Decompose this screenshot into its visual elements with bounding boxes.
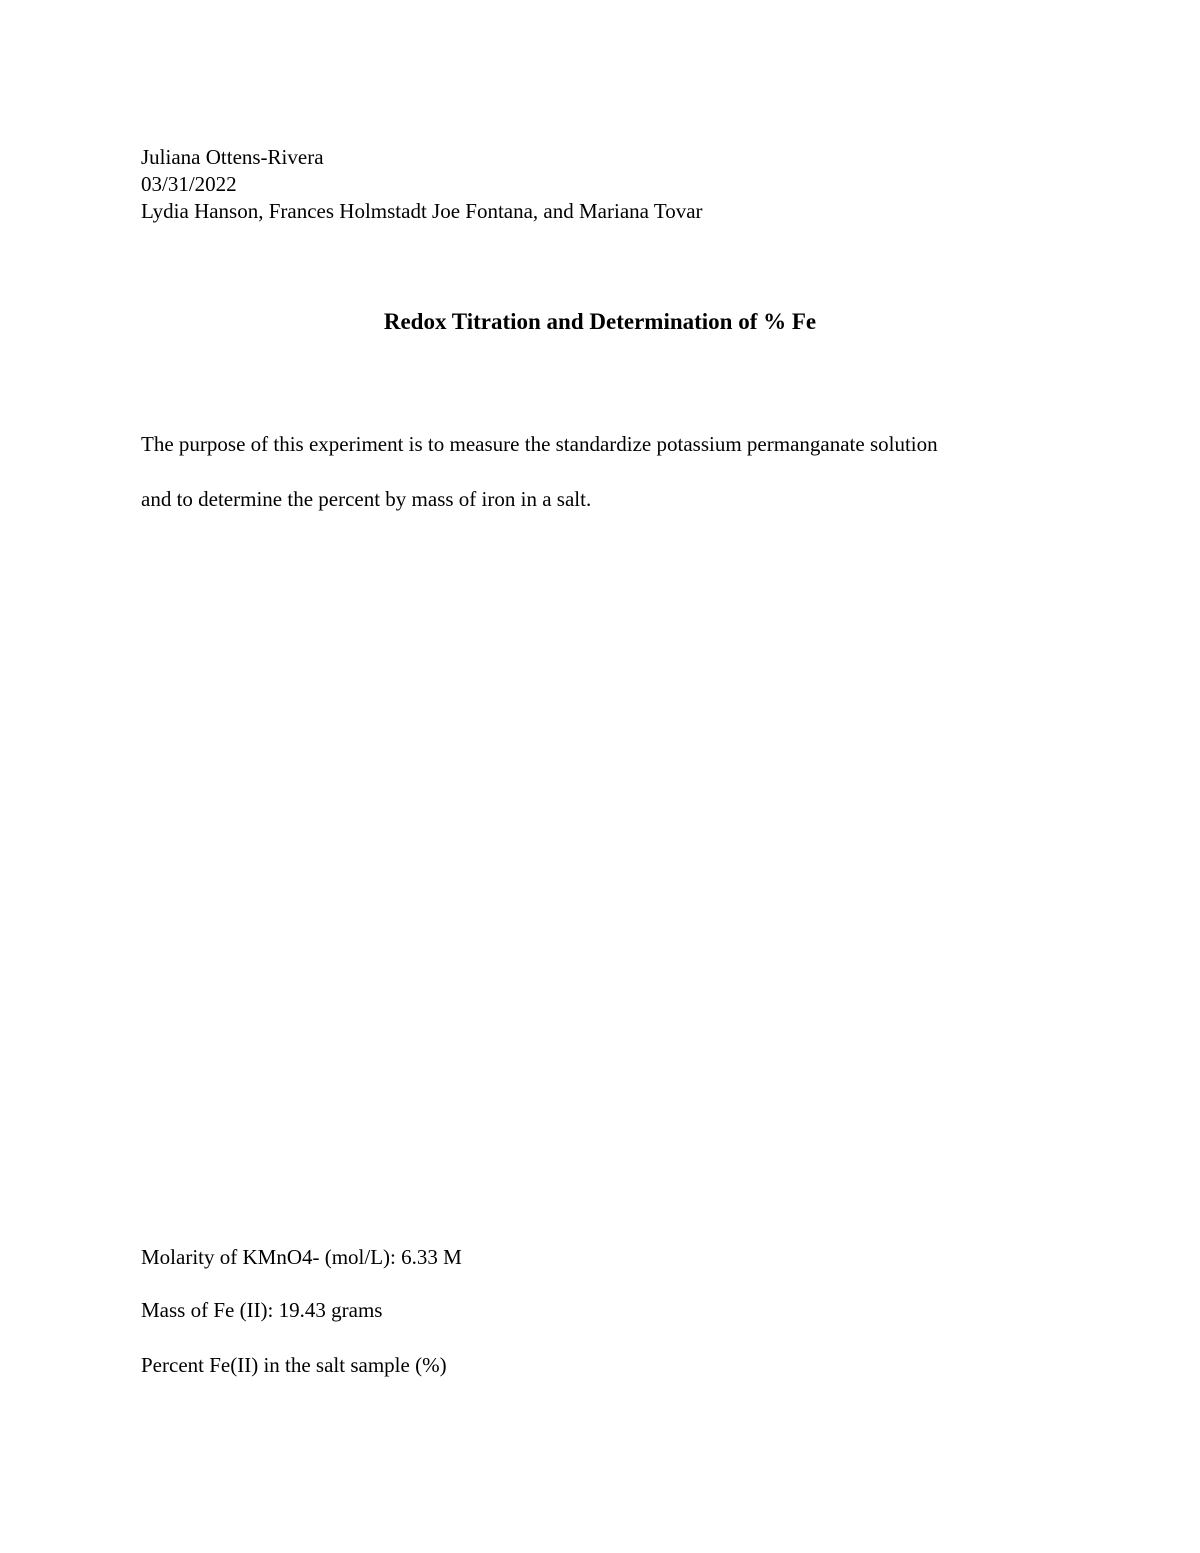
molarity-result: Molarity of KMnO4- (mol/L): 6.33 M: [141, 1245, 462, 1269]
author-name: Juliana Ottens-Rivera: [141, 145, 324, 169]
purpose-line-1: The purpose of this experiment is to measure the standardize potassium permanganate solution: [141, 432, 938, 456]
purpose-line-2: and to determine the percent by mass of iron in a salt.: [141, 487, 592, 511]
report-date: 03/31/2022: [141, 172, 237, 196]
percent-result: Percent Fe(II) in the salt sample (%): [141, 1353, 447, 1377]
mass-result: Mass of Fe (II): 19.43 grams: [141, 1298, 383, 1322]
document-title: Redox Titration and Determination of % Fe: [383, 309, 817, 334]
lab-partners: Lydia Hanson, Frances Holmstadt Joe Fontana, and Mariana Tovar: [141, 199, 703, 223]
